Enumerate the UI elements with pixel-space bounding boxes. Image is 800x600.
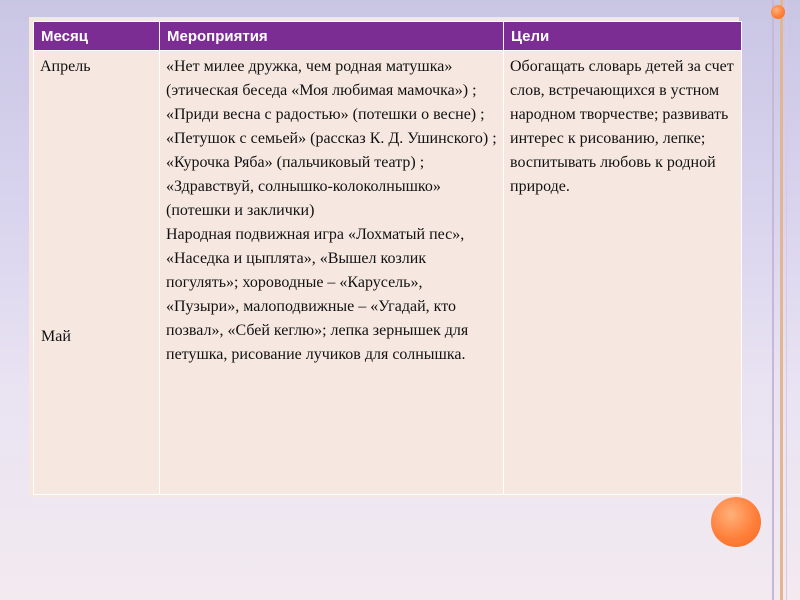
- goals-cell: Обогащать словарь детей за счет слов, встречающихся в устном народном творчестве; развивать интерес к рисованию, лепке; воспитывать любовь к родной природе.: [504, 51, 742, 495]
- event-paragraph: «Приди весна с радостью» (потешки о весне) ; «Петушок с семьей» (рассказ К. Д. Ушинского) ; «Курочка Ряба» (пальчиковый театр) ; «Здравствуй, солнышко-колоколнышко» (потешки и заклички): [166, 106, 497, 219]
- header-goals: Цели: [504, 22, 742, 51]
- events-cell: [160, 51, 504, 495]
- decorative-stripe: [786, 0, 787, 600]
- decorative-stripe: [780, 0, 783, 600]
- header-events: Мероприятия: [160, 22, 504, 51]
- decorative-stripe: [772, 0, 774, 600]
- month-cell: [34, 51, 160, 495]
- month-april: Апрель: [40, 58, 91, 75]
- header-month: Месяц: [34, 22, 160, 51]
- activities-table: [33, 21, 742, 495]
- table-row: [34, 51, 742, 495]
- decorative-dot-small: [771, 5, 785, 19]
- decorative-dot-large: [711, 497, 761, 547]
- table-header-row: [34, 22, 742, 51]
- month-may: Май: [41, 328, 71, 345]
- event-paragraph: Народная подвижная игра «Лохматый пес», «Наседка и цыплята», «Вышел козлик погулять»; хороводные – «Карусель», «Пузыри», малоподвижные – «Угадай, кто позвал», «Сбей кеглю»; лепка зернышек для петушка, рисование лучиков для солнышка.: [166, 226, 469, 363]
- event-paragraph: «Нет милее дружка, чем родная матушка» (этическая беседа «Моя любимая мамочка») ;: [166, 58, 477, 99]
